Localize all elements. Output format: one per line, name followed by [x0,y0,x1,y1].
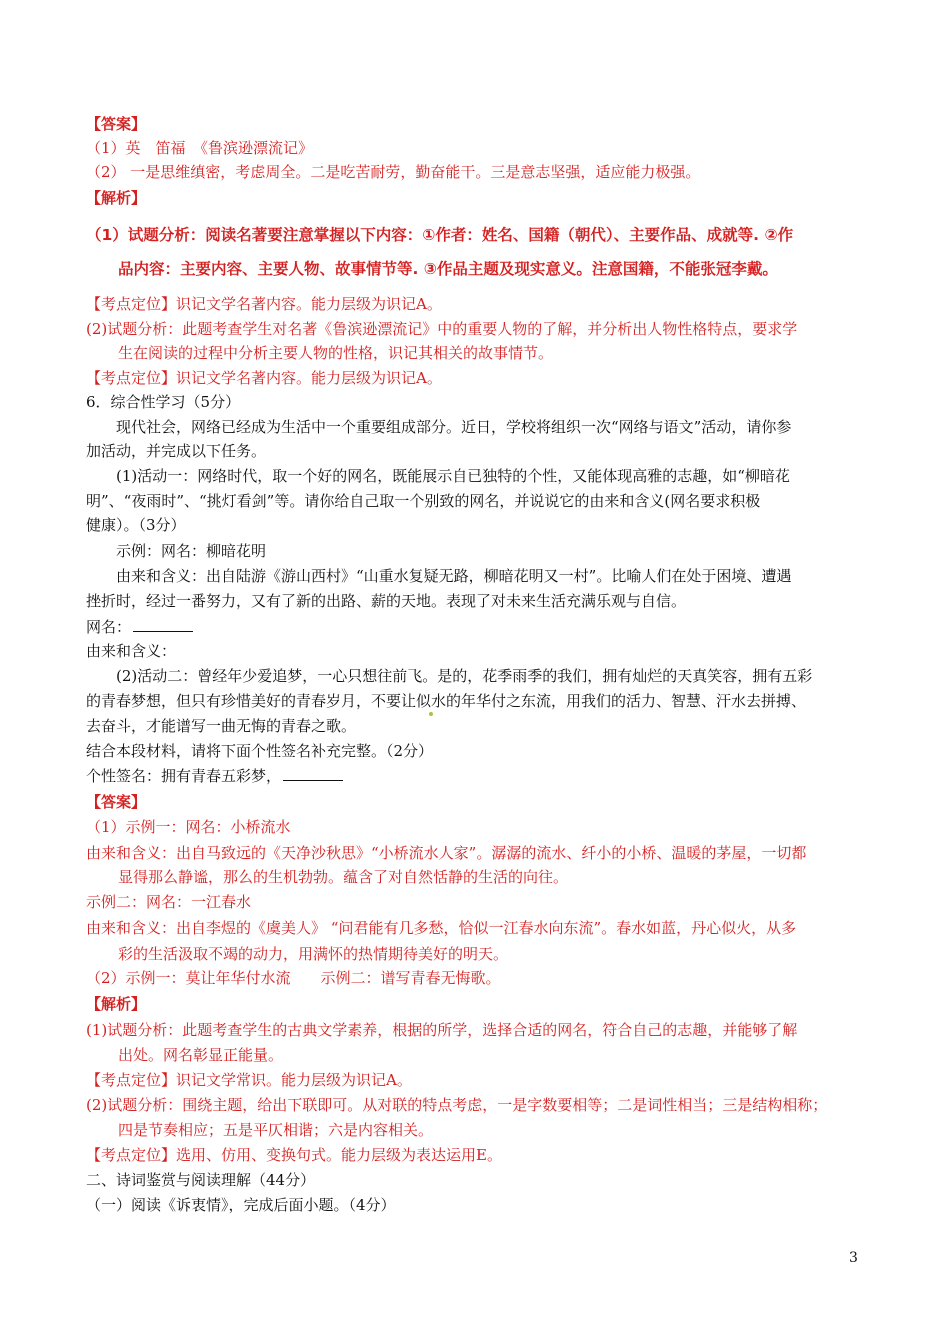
stray-mark [429,712,433,716]
signature-blank [283,766,343,781]
answer-line-1: （1）英 笛福 《鲁滨逊漂流记》 [86,139,314,157]
question-6-title: 6．综合性学习（5分） [86,393,241,411]
origin-field-label: 由来和含义： [86,642,177,660]
signature-line [86,766,343,786]
answer-example-1-origin-line-1: 由来和含义：出自马致远的《天净沙秋思》“小桥流水人家”。潺潺的流水、纤小的小桥、温暖的茅屋，一切都 [86,844,807,862]
activity-2-line-3: 去奋斗，才能谱写一曲无悔的青春之歌。 [86,717,357,735]
answer-example-2: 示例二：网名：一江春水 [86,893,252,911]
activity-2-line-1: (2)活动二：曾经年少爱追梦，一心只想往前飞。是的，花季雨季的我们，拥有灿烂的天真笑容，拥有五彩 [116,667,813,685]
answer-label-2: 【答案】 [86,793,147,811]
key-point-b1: 【考点定位】识记文学常识。能力层级为识记A。 [86,1071,412,1089]
answer-part-2: （2）示例一：莫让年华付水流 示例二：谱写青春无悔歌。 [86,969,501,987]
analysis-label: 【解析】 [86,189,147,207]
answer-example-2-origin-line-1: 由来和含义：出自李煜的《虞美人》 “问君能有几多愁，恰似一江春水向东流”。春水如蓝，丹心似火，从多 [86,919,797,937]
signature-label: 个性签名：拥有青春五彩梦， [86,767,282,785]
analysis-b1-line-1: (1)试题分析：此题考查学生的古典文学素养，根据的所学，选择合适的网名，符合自己的志趣，并能够了解 [86,1021,798,1039]
answer-example-1: （1）示例一：网名：小桥流水 [86,818,291,836]
name-field [86,617,193,637]
example-origin-line-2: 挫折时，经过一番努力，又有了新的出路、薪的天地。表现了对未来生活充满乐观与自信。 [86,592,687,610]
q6-intro-line-1: 现代社会，网络已经成为生活中一个重要组成部分。近日，学校将组织一次“网络与语文”活动，请你参 [116,418,792,436]
analysis-b2-line-1: (2)试题分析：围绕主题，给出下联即可。从对联的特点考虑，一是字数要相等；二是词性相当；三是结构相称； [86,1096,828,1114]
answer-example-1-origin-line-2: 显得那么静谧，那么的生机勃勃。蕴含了对自然恬静的生活的向往。 [118,868,569,886]
answer-label: 【答案】 [86,115,147,133]
combine-instruction: 结合本段材料，请将下面个性签名补充完整。（2分） [86,742,434,760]
analysis-1-line-2: 品内容：主要内容、主要人物、故事情节等. ③作品主题及现实意义。注意国籍，不能张冠李戴。 [118,260,778,278]
part-2-title: 二、诗词鉴赏与阅读理解（44分） [86,1171,316,1189]
analysis-label-2: 【解析】 [86,995,147,1013]
activity-1-line-3: 健康）。（3分） [86,516,186,534]
key-point-2: 【考点定位】识记文学名著内容。能力层级为识记A。 [86,369,442,387]
name-field-label: 网名： [86,618,132,636]
activity-1-line-2: 明”、“夜雨时”、“挑灯看剑”等。请你给自己取一个别致的网名，并说说它的由来和含义(网名要求积极 [86,492,761,510]
analysis-b1-line-2: 出处。网名彰显正能量。 [118,1046,284,1064]
key-point-b2: 【考点定位】选用、仿用、变换句式。能力层级为表达运用E。 [86,1146,502,1164]
q6-intro-line-2: 加活动，并完成以下任务。 [86,442,267,460]
page-number: 3 [849,1250,858,1266]
name-blank [133,617,193,632]
analysis-b2-line-2: 四是节奏相应；五是平仄相谐；六是内容相关。 [118,1121,434,1139]
key-point-1: 【考点定位】识记文学名著内容。能力层级为识记A。 [86,295,442,313]
example-line: 示例：网名：柳暗花明 [116,542,267,560]
activity-1-line-1: (1)活动一：网络时代，取一个好的网名，既能展示自已独特的个性，又能体现高雅的志趣，如“柳暗花 [116,467,790,485]
example-origin-line-1: 由来和含义：出自陆游《游山西村》“山重水复疑无路，柳暗花明又一村”。比喻人们在处于困境、遭遇 [116,567,792,585]
analysis-1-line-1: （1）试题分析：阅读名著要注意掌握以下内容：①作者：姓名、国籍（朝代）、主要作品、成就等. ②作 [86,226,794,244]
part-2-subtitle: （一）阅读《诉衷情》，完成后面小题。（4分） [86,1196,396,1214]
answer-line-2: （2） 一是思维缜密，考虑周全。二是吃苦耐劳，勤奋能干。三是意志坚强，适应能力极强。 [86,163,701,181]
activity-2-line-2: 的青春梦想，但只有珍惜美好的青春岁月，不要让似水的年华付之东流，用我们的活力、智慧、汗水去拼搏、 [86,692,807,710]
answer-example-2-origin-line-2: 彩的生活汲取不竭的动力，用满怀的热情期待美好的明天。 [118,945,509,963]
analysis-2-line-2: 生在阅读的过程中分析主要人物的性格，识记其相关的故事情节。 [118,344,554,362]
analysis-2-line-1: (2)试题分析：此题考查学生对名著《鲁滨逊漂流记》中的重要人物的了解，并分析出人物性格特点，要求学 [86,320,798,338]
